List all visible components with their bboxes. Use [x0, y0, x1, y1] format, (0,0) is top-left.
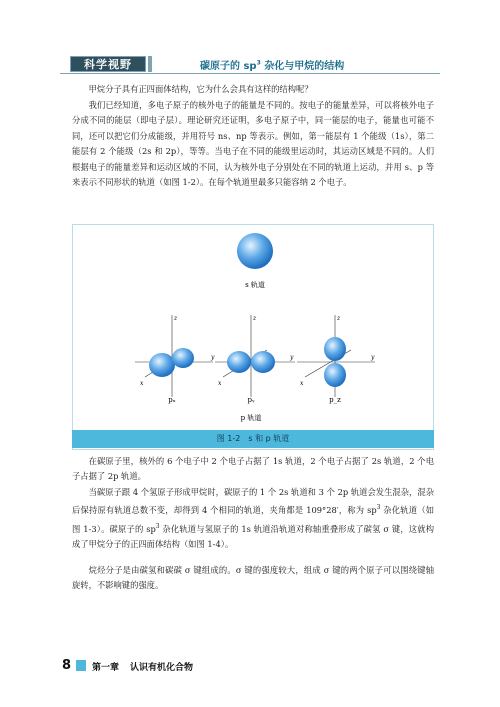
- px-orbital: [135, 315, 215, 404]
- orbital-diagram: [73, 225, 433, 431]
- hybrid-sup-1: 3: [376, 504, 381, 512]
- p-orbital-label: p 轨道: [240, 414, 262, 422]
- footer-section: 认识有机化合物: [130, 663, 194, 673]
- py-axis-z: z: [253, 315, 257, 322]
- paragraph-intro: 甲烷分子具有正四面体结构，它为什么会具有这样的结构呢？: [88, 84, 313, 94]
- py-label: pᵧ: [247, 396, 255, 404]
- s-orbital-sphere: [237, 233, 273, 269]
- section-header: [60, 56, 440, 72]
- pz-label: p_z: [329, 396, 341, 404]
- pz-orbital: [297, 315, 375, 404]
- pz-axis-y: y: [371, 354, 375, 361]
- px-axis-x: x: [140, 380, 144, 387]
- hybrid-text-a: 当碳原子跟 4 个氢原子形成甲烷时，碳原子的 1 个 2s 轨道和 3 个 2p 轨道会发生混杂，混杂后保持原有轨道总数不变，却得到 4 个相同的轨道，夹角都是 109°28′，称为 sp: [72, 487, 434, 516]
- title-post: 杂化与甲烷的结构: [260, 61, 345, 72]
- paragraph-hybridization: [72, 485, 434, 552]
- px-label: pₓ: [168, 396, 176, 404]
- px-axis-z: z: [174, 315, 178, 322]
- page-number: 8: [62, 658, 72, 673]
- section-title: [200, 57, 344, 72]
- footer-accent: [76, 660, 86, 671]
- paragraph-carbon-electrons: 在碳原子里，核外的 6 个电子中 2 个电子占据了 1s 轨道，2 个电子占据了 2s 轨道，2 个电子占据了 2p 轨道。: [72, 456, 434, 482]
- px-axis-y: y: [211, 354, 215, 361]
- hybrid-text-c: 杂化轨道与氢原子的 1s 轨道沿轨道对称轴重叠形成了碳氢 σ 键，这就构成了甲烷分子的正四面体结构（如图 1-4）。: [72, 523, 435, 549]
- pz-axis-x: x: [300, 380, 304, 387]
- py-axis-x: x: [218, 380, 222, 387]
- paragraph-sigma-bond: 烷烃分子是由碳氢和碳碳 σ 键组成的。σ 键的强度较大，组成 σ 键的两个原子可以围绕键轴旋转，不影响键的强度。: [72, 565, 434, 591]
- footer-chapter: 第一章: [92, 663, 120, 673]
- title-sup: 3: [256, 59, 261, 67]
- pz-axis-z: z: [337, 315, 341, 322]
- hybrid-text-b: 杂化轨道（如图 1-3）。碳原子的 sp: [72, 505, 435, 534]
- s-orbital-label: s 轨道: [245, 281, 265, 289]
- paragraph-energy-levels: 我们已经知道，多电子原子的核外电子的能量是不同的。按电子的能量差异，可以将核外电子分成不同的能层（即电子层）。理论研究还证明，多电子原子中，同一能层的电子，能量也可能不同，还可以把它们分成能级，并用符号 ns、np 等表示。例如，第一能层有 1 个能级（1s），第二能层有 2 个能级（2s 和 2p），等等。当电子在不同的能级里运动时，其运动区域是不同的。人们根据电子的能量差异和运动区域的不同，认为核外电子分别处在不同的轨道上运动，并用 s、p 等来表示不同形状的轨道（如图 1-2）。在每个轨道里最多只能容纳 2 个电子。: [72, 100, 434, 188]
- hybrid-sup-2: 3: [155, 522, 160, 530]
- header-rule: [60, 73, 440, 74]
- orbital-figure: [72, 224, 434, 450]
- py-orbital: [215, 315, 295, 404]
- section-badge: 科学视野: [70, 56, 146, 72]
- title-pre: 碳原子的 sp: [200, 61, 257, 72]
- py-axis-y: y: [290, 354, 294, 361]
- badge-stripe: [148, 56, 152, 72]
- figure-caption: 图 1-2 s 和 p 轨道: [72, 430, 434, 448]
